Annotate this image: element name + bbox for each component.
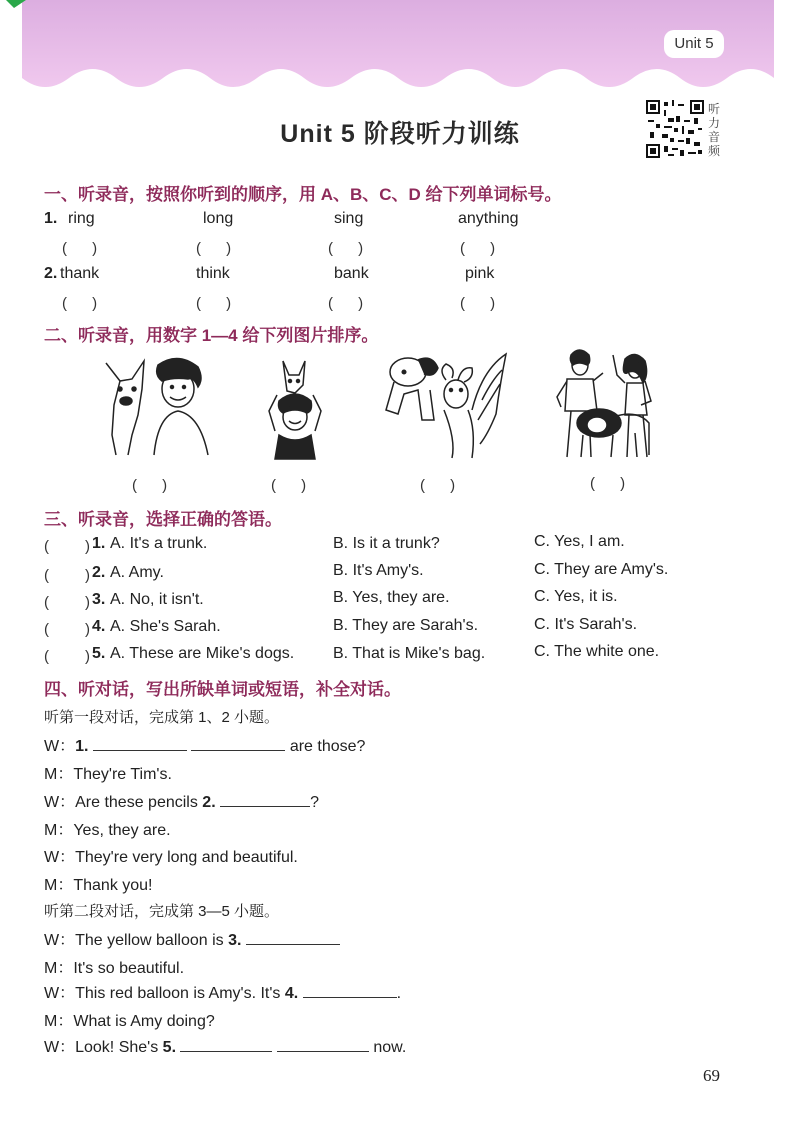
corner-leaf-icon: [0, 0, 40, 12]
part1-row2-number: 2.: [44, 265, 58, 282]
dog-and-squirrel-picture: [378, 350, 510, 462]
qr-caption: 听力音频: [708, 102, 721, 158]
part3-heading: 三、听录音，选择正确的答语。: [44, 510, 282, 529]
q-number: 1.: [92, 535, 106, 552]
dialog-line-5: [44, 844, 298, 867]
part4-heading: 四、听对话，写出所缺单词或短语，补全对话。: [44, 680, 401, 699]
option-b: B. Yes, they are.: [333, 589, 450, 606]
dog-and-boy-picture: [98, 355, 216, 463]
option-b: B. Is it a trunk?: [333, 535, 440, 552]
dialog-line-6: [44, 872, 153, 895]
answer-paren[interactable]: ( ): [44, 567, 92, 584]
answer-paren[interactable]: ( ): [62, 295, 100, 312]
option-c: C. Yes, I am.: [534, 533, 625, 550]
answer-paren[interactable]: ( ): [328, 295, 366, 312]
line-text: are those?: [289, 738, 366, 755]
speaker-m: M：: [44, 960, 74, 977]
answer-blank[interactable]: [191, 736, 285, 751]
answer-paren[interactable]: ( ): [44, 648, 92, 665]
blank-number: 1.: [75, 738, 89, 755]
dialog-line-9: [44, 980, 401, 1003]
dialog-line-7: [44, 927, 340, 950]
answer-blank[interactable]: [303, 983, 397, 998]
option-c: C. Yes, it is.: [534, 588, 618, 605]
line-text: The yellow balloon is: [75, 932, 224, 949]
answer-paren[interactable]: ( ): [328, 240, 366, 257]
line-text: Are these pencils: [75, 794, 198, 811]
blank-number: 3.: [228, 932, 242, 949]
speaker-w: W：: [44, 738, 76, 755]
line-text: They're Tim's.: [73, 766, 172, 783]
answer-paren[interactable]: ( ): [196, 295, 234, 312]
line-text: They're very long and beautiful.: [75, 849, 298, 866]
answer-blank[interactable]: [246, 930, 340, 945]
answer-blank[interactable]: [180, 1037, 272, 1052]
unit-tag: Unit 5: [664, 30, 724, 58]
answer-paren[interactable]: ( ): [44, 594, 92, 611]
word-think: think: [196, 265, 230, 282]
option-a: A. She's Sarah.: [110, 618, 221, 635]
qr-code-icon[interactable]: [646, 100, 704, 158]
answer-paren[interactable]: ( ): [44, 538, 92, 555]
line-text: It's so beautiful.: [73, 960, 185, 977]
q-number: 4.: [92, 618, 106, 635]
option-b: B. They are Sarah's.: [333, 617, 479, 634]
speaker-m: M：: [44, 822, 74, 839]
dialog-line-8: [44, 955, 184, 978]
speaker-m: M：: [44, 877, 74, 894]
line-text: This red balloon is Amy's. It's: [75, 985, 281, 1002]
picture-answer-paren[interactable]: ( ): [420, 477, 458, 494]
word-long: long: [203, 210, 234, 227]
dialog2-intro: 听第二段对话，完成第 3—5 小题。: [44, 903, 280, 920]
option-a: A. No, it isn't.: [110, 591, 204, 608]
dialog1-intro: 听第一段对话，完成第 1、2 小题。: [44, 709, 280, 726]
answer-paren[interactable]: ( ): [196, 240, 234, 257]
people-with-dog-picture: [553, 345, 665, 463]
picture-answer-paren[interactable]: ( ): [271, 477, 309, 494]
answer-blank[interactable]: [277, 1037, 369, 1052]
dialog-line-10: [44, 1008, 215, 1031]
answer-paren[interactable]: ( ): [62, 240, 100, 257]
answer-paren[interactable]: ( ): [460, 295, 498, 312]
speaker-w: W：: [44, 849, 76, 866]
speaker-w: W：: [44, 932, 76, 949]
q-number: 3.: [92, 591, 106, 608]
speaker-m: M：: [44, 766, 74, 783]
dialog-line-1: [44, 733, 365, 756]
speaker-w: W：: [44, 794, 76, 811]
line-end: .: [396, 985, 402, 1002]
word-bank: bank: [334, 265, 369, 282]
line-text: What is Amy doing?: [73, 1013, 215, 1030]
answer-blank[interactable]: [93, 736, 187, 751]
speaker-m: M：: [44, 1013, 74, 1030]
option-a: A. These are Mike's dogs.: [110, 645, 295, 662]
answer-blank[interactable]: [220, 792, 310, 807]
option-b: B. It's Amy's.: [333, 562, 424, 579]
line-text: Thank you!: [73, 877, 153, 894]
header-banner: [22, 0, 774, 98]
line-text: Look! She's: [75, 1039, 159, 1056]
word-thank: thank: [60, 265, 100, 282]
q-number: 2.: [92, 564, 106, 581]
q-number: 5.: [92, 645, 106, 662]
dialog-line-3: [44, 789, 319, 812]
option-b: B. That is Mike's bag.: [333, 645, 486, 662]
blank-number: 5.: [162, 1039, 177, 1056]
option-c: C. The white one.: [534, 643, 660, 660]
page-title: Unit 5 阶段听力训练: [280, 120, 520, 148]
word-ring: ring: [68, 210, 95, 227]
line-end: now.: [373, 1039, 407, 1056]
dialog-line-4: [44, 817, 171, 840]
option-a: A. Amy.: [110, 564, 164, 581]
part1-row1-number: 1.: [44, 210, 58, 227]
line-text: Yes, they are.: [73, 822, 171, 839]
option-c: C. They are Amy's.: [534, 561, 669, 578]
dialog-line-2: [44, 761, 172, 784]
answer-paren[interactable]: ( ): [44, 621, 92, 638]
word-pink: pink: [465, 265, 495, 282]
blank-number: 2.: [202, 794, 216, 811]
blank-number: 4.: [284, 985, 299, 1002]
answer-paren[interactable]: ( ): [460, 240, 498, 257]
part1-heading: 一、听录音，按照你听到的顺序，用 A、B、C、D 给下列单词标号。: [44, 185, 562, 204]
line-end: ?: [310, 794, 319, 811]
option-a: A. It's a trunk.: [110, 535, 208, 552]
word-sing: sing: [334, 210, 364, 227]
picture-answer-paren[interactable]: ( ): [590, 475, 628, 492]
part2-heading: 二、听录音，用数字 1—4 给下列图片排序。: [44, 326, 379, 345]
option-c: C. It's Sarah's.: [534, 616, 638, 633]
word-anything: anything: [458, 210, 519, 227]
page-number: 69: [703, 1066, 720, 1085]
speaker-w: W：: [44, 1039, 76, 1056]
dialog-line-11: [44, 1034, 406, 1057]
picture-answer-paren[interactable]: ( ): [132, 477, 170, 494]
speaker-w: W：: [44, 985, 76, 1002]
girl-with-small-dog-picture: [255, 355, 333, 463]
